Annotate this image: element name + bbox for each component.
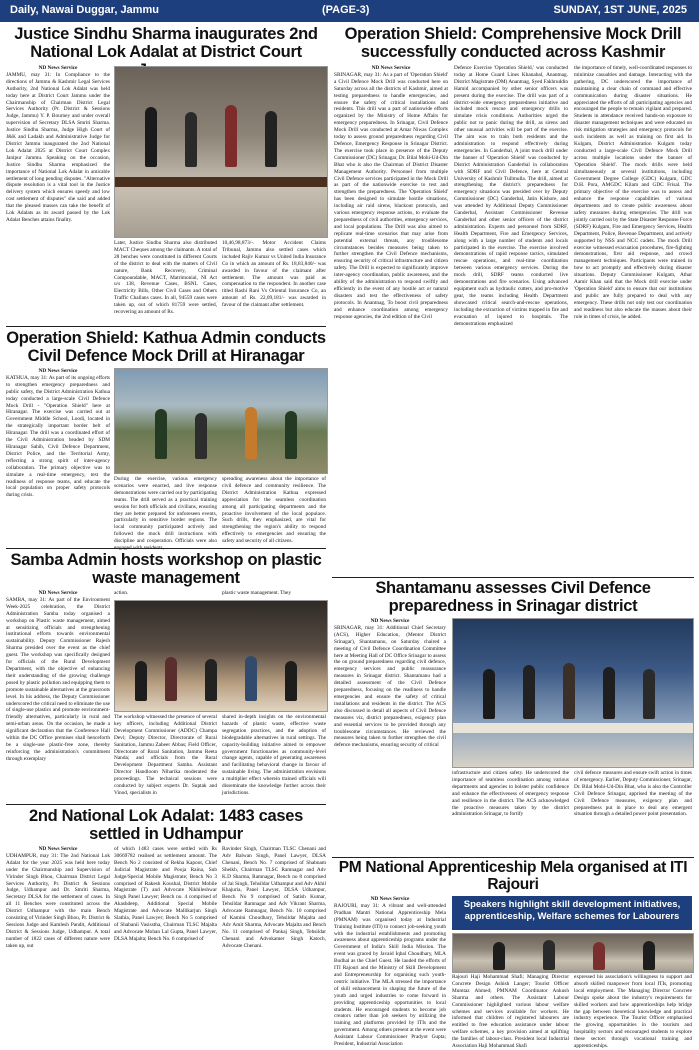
article-column (6, 590, 110, 800)
headline-pm-mela: PM National Apprenticeship Mela organised at ITI Rajouri (338, 859, 688, 893)
byline: ND News Service (371, 65, 411, 71)
headline-udhampur: 2nd National Lok Adalat: 1483 cases settled in Udhampur (28, 807, 304, 843)
article-column (114, 846, 217, 1020)
photo-figure (543, 940, 555, 970)
photo-table (453, 723, 693, 733)
masthead-bar (0, 0, 699, 22)
article-text: KATHUA, may 31: As part of its ongoing efforts to strengthen emergency preparedness and public safety, the District Administration Kathua today conducted a large-scale Civil Defence Mock Drill - "Operation Shield" here at Hiranagar. The exercise was carried out at Government Middle School, Loodi, located in the strategically important border belt of Hiranagar. The drill was a coordinated effort of the Civil Administration headed by SDM Hiranagar Sahib, Civil Defence Department, District Police, and the Territorial Army, reflecting a strong spirit of inter-agency collaboration. The primary objective was to simulate a real-time emergency, test the readiness of response teams, and educate the local population on proper safety protocols during crisis. (6, 374, 110, 499)
article-text: action. (114, 590, 129, 596)
article-text: SRINAGAR, may 31: As a part of 'Operation Shield' a Civil Defence Mock Drill was conducted here on Saturday across all the districts of Kashmir, aimed at testing preparedness to handle emergencies, and ensure the safety of critical installations and residents. This drill was a part of nationwide efforts organized by the Ministry of Home Affairs for emergency preparedness. In Srinagar, Civil Defence Mock Drill was conducted at Amar Niwas Complex today to assess ground preparedness regarding Civil Defence, Emergency Response in Srinagar District. The exercise took place in presence of the Deputy Commissioner (DC) Srinagar, Dr. Bilal Mohi-Ud-Din Bhat who is also the Chairman of District Disaster Management Authority. Personnel from multiple Civil Defence services participated in the Mock Drill as part of the nationwide exercise to test and strengthen the preparedness. The 'Operation Shield' has been designed to simulate hostile situations, including air raid sirens, blackout protocols, and various emergency response actions, to evaluate the preparedness of civil authorities, emergency services, and local populations. The Drill was also aimed to replicate real-time scenarios that may arise from potential external threats, any troublesome circumstances besides measures being taken to further strengthen the Civil Defence mechanisms, ensuring security of critical infrastructure and citizen safety. The Drill is expected to significantly improve inter-agency coordination, public awareness, and the ability of the administration to respond swiftly and efficiently in the event of any hostile act or natural disasters and test the effectiveness of safety protocols. In Anantnag, To boost civil preparedness and enhance coordination among emergency response agencies, the 2nd edition of the Civil (334, 71, 448, 320)
article-text: civil defence measures and ensure swift action in times of emergency. Earlier, Deputy Commissioner, Srinagar, Dr. Bilal Mohi-Ud-Din Bhat, who is also the Controller Civil Defence Srinagar, apprised the meeting of the Civil Defence measures, exigency plan and preparedness put in place to deal any emergent situation through a detailed power point presentation. (574, 770, 692, 818)
headline-kathua: Operation Shield: Kathua Admin conducts Civil Defence Mock Drill at Hiranagar (6, 329, 326, 365)
article-column (6, 846, 110, 1020)
news-photo-shantamanu (452, 618, 694, 768)
photo-figure (643, 669, 655, 719)
news-photo-kathua (114, 368, 328, 474)
section-divider (332, 577, 694, 578)
photo-table (115, 177, 327, 187)
headline-shantamanu: Shantamanu assesses Civil Defence preparedness in Srinagar district (375, 579, 651, 615)
article-column (574, 974, 692, 1050)
headline-mock-drill-kashmir: Operation Shield: Comprehensive Mock Drill successfully conducted across Kashmir (344, 25, 682, 61)
article-text: infrastructure and citizen safety. He underscored the importance of seamless coordination among various departments and agencies to bolster public confidence and enhance the effectiveness of emergency response and resilience in the district. The ACS acknowledged the proactive measures taken by the district administration Srinagar, to fortify (452, 770, 569, 818)
photo-figure (165, 657, 177, 701)
article-column (114, 714, 217, 800)
photo-figure (265, 111, 277, 167)
article-text: The workshop witnessed the presence of several key officers, including Additional District Development Commissioner (ADDC) Champa Devi; Deputy Director, Directorate of Rural Sanitation, Jammu Zaheer Abbas; Field Officer, Directorate of Rural Sanitation, Jammu Reeta Nanda; and officials from the Rural Development Department Samba. Assistant Director Handloom Niharika moderated the proceedings. The technical sessions were conducted by subject experts Dr. Suptak and Vinod, specialists in (114, 714, 217, 796)
photo-figure (135, 661, 147, 701)
news-photo-samba (114, 600, 328, 712)
article-text: Ravinder Singh, Chairman TLSC Chenani and Adv Balwan Singh, Panel Lawyer, DLSA Chenani, Bench No. 7 comprised of Shabnam Sheikh, Chairman TLSC Ramnagar and Adv K.D Sharma, Ramnagar, Bench no 8 comprised of Jai Singh, Tehsildar Udhampur and Adv Akhil Khajuria, Panel Lawyer, DLSA Udhampur, Bench No 9 comprised of Satish Kumar, Tehsildar Ramnagar and Adv Vikrant Sharma, Advocate Ramnagar, Bench No. 10 comprised of Kamini Choudhary, Tehsildar Majalta and Adv Amit Sharma, Advocate Majalta and Bench No. 11 comprised of Pankaj Singh, Tehsildar Chenani and Advokamer Singh Katoch, Advocate Chenani. (222, 846, 326, 949)
headline-samba: Samba Admin hosts workshop on plastic waste management (10, 551, 322, 587)
article-column (222, 590, 326, 598)
article-text: SAMBA, may 31: As part of the Environment Week-2025 celebration, the District Administration Samba today organised a workshop on Plastic waste management, aimed at sensitizing officials and strengthening institutional efforts towards environmental sustainability. Deputy Commissioner Rajesh Sharma presided over the event as the chief guest. The workshop was specifically designed for officials of the Rural Development Department, with the objective of enhancing their understanding of the growing challenge posed by plastic pollution and equipping them to promote sustainable alternatives at the grassroots level. In his address, the Deputy Commissioner underscored the critical need to eliminate the use of single-use plastics and promote environment-friendly alternatives, particularly in rural and semi-urban areas. On the occasion, he made a significant declaration that the Conference Hall within the DC Office premises shall henceforth be a single-use plastic-free zone, thereby reinforcing the administration's commitment through exemplary (6, 596, 110, 762)
issue-date: SUNDAY, 1ST JUNE, 2025 (553, 4, 687, 16)
article-text: 10,46,98,873/-. Motor Accident Claims Tribunal, Jammu also settled cases which included Rajiv Kumar vs United India Insurance Co in which an amount of Rs. 18,83,840/- was awarded in favour of the claimant after settlement. The amount was paid as compensation to the respondent. In another case titled Rashi Rani Vs Oriental Insurance Co, an amount of Rs. 22,09,181/- was awarded in favour of the claimant after settlement. (222, 240, 326, 309)
article-text: SRINAGAR, may 31: Additional Chief Secretary (ACS), Higher Education, (Mentor District Srinagar), Shantamanu, on Saturday chaired a meeting of Civil Defence Coordination Committee here at Meeting Hall of DC Office Srinagar to assess the on ground preparedness regarding civil defence, emergency services and public reassurance measures in Srinagar district. Shantamanu had a detailed assessment of the Civil Defence preparedness, focusing on the readiness to handle emergencies and ensure the safety of critical installations and residents in the district. The ACS also discussed in detail all aspects of Civil Defence measures viz, district preparedness, exigency plan and essential services to be provided through any troublesome circumstances. He reviewed the measures being taken to further strengthen the civil defence mechanisms, ensuring security of critical (334, 624, 446, 749)
article-text: RAJOURI, may 31: A vibrant and well-attended Pradhan Mantri National Apprenticeship Mela (PMNAM) was organised today at Industrial Training Institute (ITI) to connect job-seeking youth with the industrial establishments and promoting awareness about apprenticeship programs under the Government of India's Skill India Mission. The event was graced by Javaid Iqbal Choudhary, MLA Budhal as the Chief Guest. He lauded the efforts of ITI Rajouri and the Ministry of Skill Development and Entrepreneurship for organising such youth-centric initiative. The MLA stressed the importance of skill enhancement in shaping the future of the youth and urged industries to come forward in providing apprenticeship opportunities to local students. He encouraged students to become job creators rather than job seekers by utilizing the training and platforms provided by ITIs and the government. Among others present at the event were Assistant Labour Commissioner Pradyot Gupta; President, Industrial Association (334, 902, 446, 1048)
article-column (334, 618, 446, 854)
article-column (222, 846, 326, 1020)
article-column (454, 65, 568, 575)
article-column (222, 240, 326, 322)
article-text: Rajouri Haji Mohammad Shafi; Managing Director Concrete Design Ashish Langer; Tourist Officer Mumtaz Ahmed; PMNAM Coordinator Ankush Sharma and others. The Assistant Labour Commissioner highlighted various labour welfare schemes and services available for workers. He informed that children of registered labourers are entitled to free education assistance under labour welfare schemes, a key provision aimed at uplifting the families of labour-class. President local Industrial Association Haji Mohammad Shafi (452, 974, 569, 1050)
photo-figure (285, 661, 297, 701)
article-text: JAMMU, may 31: In Compliance to the directions of Jammu & Kashmir Legal Services Authority, 2nd National Lok Adalat was held today here at District Court Jammu under the Chairmanship of Chairman District Legal Services Authority (Pr. District & Sessions Judge, Jammu) Y. P. Bourney and under overall supervision of Secretary DLSA Smriti Sharma. Justice Sindhu Sharma, Judge High Court of J&K and Ladakh and Administrative Judge for District Jammu inaugurated the 2nd National Lok Adalat 2025 at District Court Complex Janipur Jammu. Speaking on the occasion, Justice Sindhu Sharma emphasized the importance of National Lok Adalat in amicable settlement of long pending disputes. "Alternative dispute resolution is a vital tool in the Justice delivery system which ensures speedy and low cost settlement of disputes" she said and added that the pleased masses can take the benefit of Lok Adalats as its award passed by the Lok Adalat Benches attains finality. (6, 71, 110, 223)
byline: ND News Service (370, 618, 410, 624)
photo-figure (245, 656, 257, 701)
photo-figure (593, 942, 605, 970)
article-text: spreading awareness about the importance of civil defence and community resilience. The District Administration Kathua expressed appreciation for the seamless coordination among all participating departments and the proactive involvement of the local populace. Such drills, they emphasized, are vital for strengthening the region's ability to respond effectively to emergencies and ensuring the safety and security of all citizens. (222, 476, 326, 545)
photo-figure (185, 112, 197, 167)
article-column (6, 368, 110, 544)
article-column (114, 476, 217, 546)
photo-figure (523, 665, 535, 719)
photo-figure (195, 413, 207, 459)
article-column (222, 476, 326, 546)
article-column (334, 896, 446, 1048)
page-number: (PAGE-3) (322, 4, 370, 16)
article-text: During the exercise, various emergency scenarios were enacted, and live response demonstrations were carried out by participating teams. The drill served as a practical training session for both officials and civilians, ensuring they are better prepared for unforeseen events, particularly in sensitive border regions. The local community participated actively and followed the mock drill instructions with discipline and cooperation. Officials were also (114, 476, 217, 545)
byline: ND News Service (38, 368, 78, 374)
article-text: Defence Exercise 'Operation Shield,' was conducted today at Home Guard Lines Khanabal, Anantnag. District Magistrate (DM) Anantnag, Syed Fakhruddin Hamid accompanied by other senior officers was present during the exercise. The drill was part of a district-wide emergency preparedness initiative and included mock rescue and emergency drills to simulate crisis conditions. Authorities urged the public not to panic during the drill, as sirens and other unusual activities will be part of the exercise. The aim was to train both residents and the administration to respond effectively during emergencies. In Ganderbal, A joint mock drill under the banner of 'Operation Shield' was conducted by District Administration Ganderbal in collaboration with SDRF and Civil Defence, here at Central University of Kashmir Tullmulla. The drill, aimed at strengthening the district's preparedness for emergency situations was presided over by Deputy Commissioner (DC) Ganderbal, Jatin Kishore, and was attended by Additional Deputy Commissioner Ganderbal, Assistant Commissioner Revenue Ganderbal and other senior officers of the district administration. Experts and personnel from SDRF, Health Department, Fire and Emergency Services, along with a large number of students and locals participated in the exercise. The exercise involved demonstrations of rapid response tactics, simulated rescue operations, and real-time coordination between various emergency services. During the mock drill, SDRF teams conducted live demonstrations and fire scenarios. Using advanced equipment such as hydraulic cutters, and pro-motive gear, the teams including Health Department showcased critical search-and-rescue operations, including the extraction of victims trapped in fire and evacuation of injured to hospitals. The demonstrations emphasized (454, 65, 568, 327)
byline: ND News Service (38, 846, 78, 852)
paper-name: Daily, Nawai Duggar, Jammu (10, 4, 159, 16)
section-divider (6, 326, 326, 327)
article-text: UDHAMPUR, may 31: The 2nd National Lok Adalat for the year 2025 was held here today under the Chairmanship and Supervision of Virinder Singh Bhou, Chairman District Legal Services Authority, Pr. District & Sessions Judge, Udhampur and Dr. Smriti Sharma, Secretary DLSA for the settlement of cases. In all 11 Benches were constituted across the District Udhampur with the main Bench consisting of Virinder Singh Bhou, Pr. District & Sessions Judge and Kamlesh Pandit, Additional District & Sessions Judge, Udhampur. A total number of 1822 cases of different nature were taken up, out (6, 852, 110, 949)
article-column (574, 65, 692, 575)
article-text: of which 1483 cases were settled with Rs 30669782 realised as settlement amount. The Bench No 2 consisted of Rekha Kapoor, Chief Judicial Magistrate and Pooja Raina, Sub Judge/Special Mobile Magistrate; Bench No 3 comprised of Rakesh Koushal, District Mobile Magistrate (T) and Advocate Nikhileshwar Singh Panel Lawyer; Bench no. 4 comprised of Akashdeep, Additional Special Mobile Magistrate and Advocate Mallikarjun Singh Slathia, Panel Lawyer; Bench No 5 comprised of Shabanii Vasisstha, Chairman TLSC Majalta and Advocate Mohan Lal Gupta, Panel Lawyer, DLSA Majalta; Bench No. 6 comprised of (114, 846, 217, 942)
photo-figure (643, 941, 655, 970)
photo-figure (205, 659, 217, 701)
photo-figure (145, 107, 157, 167)
photo-figure (225, 105, 237, 167)
article-text: plastic waste management. They (222, 590, 292, 596)
article-column (334, 65, 448, 575)
subheadline-banner: Speakers highlight skill development initiatives, apprenticeship, Welfare schemes for Labourers (452, 896, 692, 930)
article-text: shared in-depth insights on the environmental hazards of plastic waste, effective waste segregation practices, and the adoption of biodegradable alternatives in rural settings. The capacity-building initiative aimed to empower government functionaries as community-level change agents, capable of generating awareness and facilitating behavioral change in favour of sustainable living. The administration envisions a multiplier effect wherein trained officials will disseminate the knowledge further across their jurisdictions. (222, 714, 326, 796)
news-photo-lok-adalat (114, 66, 328, 238)
photo-figure (563, 663, 575, 719)
article-text: the importance of timely, well-coordinated responses to minimize casualties and damage. Interacting with the gathering, DC underscored the importance of maintaining a clear chain of command and effective communication during disaster situations. He appreciated the efforts of all participating agencies and encouraged the people to remain vigilant and prepared. Students in attendance received hands-on exposure to disaster management techniques and were educated on risk mitigation strategies and emergency protocols for such incidents as well as training on first aid. In Kulgam, District Administration Kulgam today conducted a large-scale Civil Defence Mock Drill across multiple locations under the banner of 'Operation Shield'. The mock drills were held simultaneously at several institutions, including Government Degree College (GDC) Kulgam, GDC D.H. Pora, AMGDC Kilam and GDC Frisal. The primary objective of the exercise was to assess and enhance the response capabilities of various departments and to create public awareness about safety measures during emergencies. The drill was jointly carried out by the State Disaster Response Force (SDRF) Kulgam, Fire and Emergency Services, Health Department, Police, Revenue Department, and actively supported by NSS and NCC cadets. The mock Drill exercise witnessed evacuation procedures, fire-fighting demonstrations, first aid response, and crowd management techniques. Participants were trained in how to act promptly and effectively during disaster situations. Deputy Commissioner Kulgam, Athar Aamir Khan said that the Mock drill exercise under 'Operation Shield' aims to ensure that our institutions and public are fully prepared to deal with any emergency. These drills not only test our coordination and readiness but also educate the masses about their role in times of crisis, he added. (574, 65, 692, 320)
photo-figure (603, 667, 615, 719)
article-text: Later, Justice Sindhu Sharma also distributed MACT Cheques among the claimants. A total of 28 benches were constituted in different Courts of the district to deal with the matters of Civil nature, Bank Recovery, Criminal Compoundable, MACT, Matrimonial, NI Act u/s 138, Revenue Cases, BSNL Cases, Electricity Bills, Other Civil Cases and Others Traffic Challans cases. In all, 94559 cases were taken up, out of which 81759 were settled, recovering an amount of Rs. (114, 240, 217, 316)
article-column (222, 714, 326, 800)
byline: ND News Service (38, 65, 78, 71)
photo-figure (493, 942, 505, 970)
article-column (574, 770, 692, 854)
byline: ND News Service (370, 896, 410, 902)
section-divider (6, 548, 326, 549)
headline-lok-adalat-jammu: Justice Sindhu Sharma inaugurates 2nd National Lok Adalat at District Court (14, 25, 318, 61)
photo-figure (245, 407, 257, 459)
news-photo-pm-mela (452, 933, 694, 973)
article-text: expressed his association's willingness to support and absorb skilled manpower from local ITIs, promoting local employment. The Managing Director Concrete Design spoke about the industry's requirements for skilled workers and how apprenticeships help bridge the gap between theoretical knowledge and practical industry experience. The Tourist Officer emphasised the growing opportunities in the tourism and hospitality sectors and encouraged students to explore these sectors through vocational training and apprenticeships. (574, 974, 692, 1050)
section-divider (6, 804, 326, 805)
byline: ND News Service (38, 590, 78, 596)
article-column (114, 240, 217, 322)
article-column (452, 770, 569, 854)
photo-figure (155, 409, 167, 459)
photo-figure (483, 669, 495, 719)
pm-mela-article (332, 858, 694, 1050)
article-column (452, 974, 569, 1050)
photo-figure (285, 411, 297, 459)
article-column (6, 65, 110, 320)
article-column (114, 590, 218, 598)
